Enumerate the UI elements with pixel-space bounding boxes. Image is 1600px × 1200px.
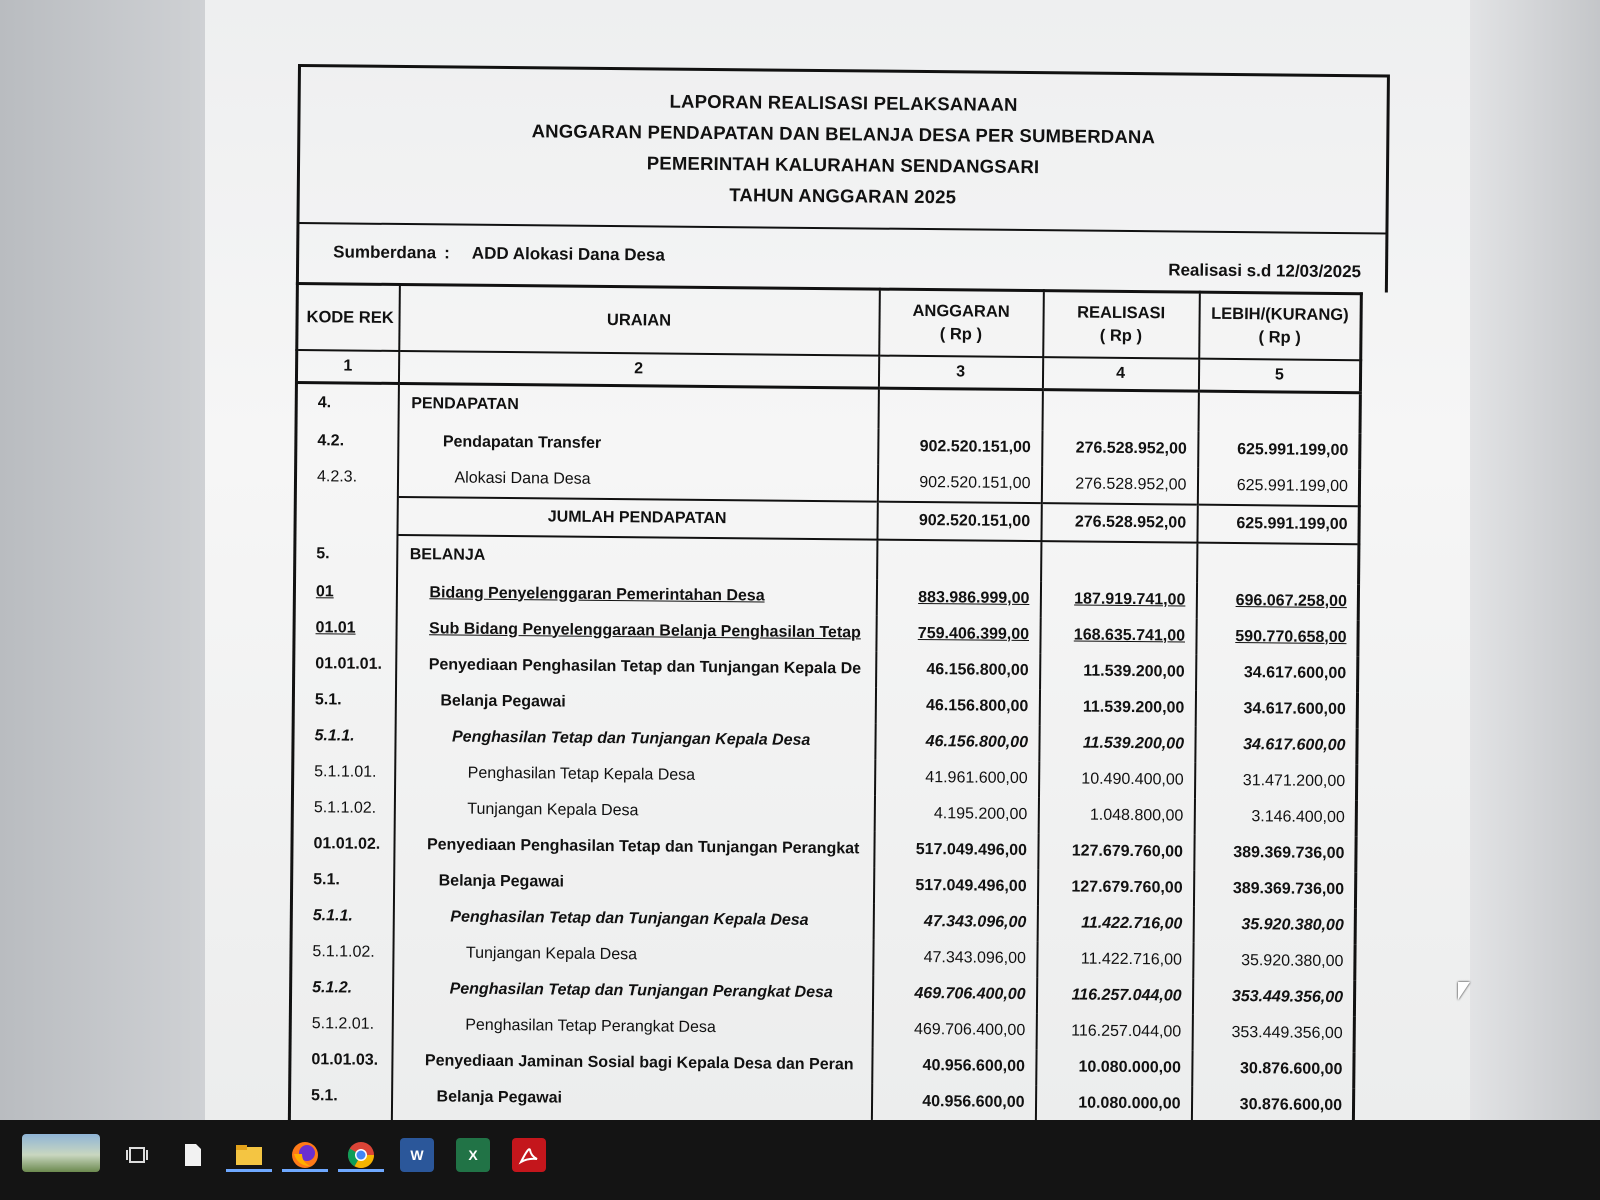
lebih-cell: 625.991.199,00: [1197, 504, 1359, 544]
anggaran-cell: 902.520.151,00: [877, 464, 1041, 503]
realisasi-cell: 10.490.400,00: [1039, 761, 1195, 798]
kode-cell: 01.01.02.: [292, 825, 394, 862]
anggaran-cell: 469.706.400,00: [872, 1011, 1036, 1049]
realisasi-date: Realisasi s.d 12/03/2025: [1168, 260, 1362, 282]
col-number: 2: [398, 351, 878, 388]
col-header-lebih: LEBIH/(KURANG) ( Rp ): [1199, 292, 1362, 360]
file-explorer-icon[interactable]: [232, 1138, 266, 1172]
lebih-cell: 590.770.658,00: [1196, 618, 1358, 656]
col-header-kode: KODE REK: [297, 284, 400, 351]
excel-icon[interactable]: X: [456, 1138, 490, 1172]
report-meta: [296, 224, 1389, 292]
report-title-line-2: ANGGARAN PENDAPATAN DAN BELANJA DESA PER SUMBERDANA: [531, 120, 1156, 148]
task-view-icon[interactable]: [120, 1138, 154, 1172]
uraian-cell: Tunjangan Kepala Desa: [394, 790, 874, 831]
firefox-icon[interactable]: [288, 1138, 322, 1172]
uraian-cell: Belanja Pegawai: [393, 862, 873, 903]
realisasi-cell: 11.422.716,00: [1037, 941, 1193, 978]
realisasi-cell: 11.539.200,00: [1040, 653, 1196, 690]
kode-cell: 01.01.01.: [294, 645, 396, 682]
kode-cell: 5.1.2.: [290, 969, 392, 1006]
kode-cell: 5.1.1.02.: [292, 789, 394, 826]
acrobat-icon[interactable]: [512, 1138, 546, 1172]
col-number: 5: [1198, 359, 1360, 393]
col-header-anggaran: ANGGARAN ( Rp ): [879, 289, 1044, 357]
sumberdana-colon: :: [444, 243, 450, 263]
realisasi-cell: 116.257.044,00: [1036, 977, 1192, 1014]
uraian-cell: Alokasi Dana Desa: [397, 459, 877, 501]
uraian-cell: Penghasilan Tetap dan Tunjangan Kepala Desa: [395, 718, 875, 759]
realisasi-cell: 11.422.716,00: [1037, 905, 1193, 942]
background-left: [0, 0, 205, 1120]
uraian-cell: Tunjangan Kepala Desa: [393, 934, 873, 975]
realisasi-cell: 276.528.952,00: [1041, 503, 1197, 542]
lebih-cell: 34.617.600,00: [1196, 654, 1358, 692]
realisasi-cell: 276.528.952,00: [1042, 430, 1198, 467]
realisasi-cell: 168.635.741,00: [1040, 617, 1196, 654]
unit-label: ( Rp ): [1099, 326, 1143, 346]
sumberdana-label: Sumberdana: [333, 242, 437, 263]
kode-cell: 4.2.: [296, 422, 398, 459]
uraian-cell: Sub Bidang Penyelenggaraan Belanja Penghasilan Tetap: [396, 610, 876, 651]
col-number: 3: [878, 356, 1042, 390]
uraian-cell: Pendapatan Transfer: [398, 423, 878, 464]
lebih-cell: 353.449.356,00: [1192, 978, 1354, 1016]
lebih-cell: 625.991.199,00: [1197, 467, 1359, 506]
anggaran-cell: 47.343.096,00: [873, 903, 1037, 941]
chrome-icon[interactable]: [344, 1138, 378, 1172]
kode-cell: 01.01.03.: [290, 1041, 392, 1078]
kode-cell: 5.1.: [289, 1077, 391, 1114]
lebih-cell: 31.471.200,00: [1194, 762, 1356, 800]
realisasi-cell: 276.528.952,00: [1041, 466, 1197, 504]
background-right: [1470, 0, 1600, 1120]
realisasi-cell: 116.257.044,00: [1036, 1013, 1192, 1050]
lebih-cell: 3.146.400,00: [1194, 798, 1356, 836]
lebih-cell: 34.617.600,00: [1195, 726, 1357, 764]
col-number: 1: [296, 350, 398, 383]
lebih-cell: 30.876.600,00: [1191, 1086, 1353, 1124]
realisasi-cell: 1.048.800,00: [1038, 797, 1194, 834]
anggaran-cell: 517.049.496,00: [874, 831, 1038, 869]
uraian-cell: Penghasilan Tetap Perangkat Desa: [392, 1006, 872, 1047]
anggaran-cell: 47.343.096,00: [873, 939, 1037, 977]
kode-cell: 5.1.1.: [291, 897, 393, 934]
realisasi-cell: 187.919.741,00: [1040, 581, 1196, 618]
kode-cell: [295, 495, 397, 534]
lebih-cell: 34.617.600,00: [1195, 690, 1357, 728]
realisasi-cell: 11.539.200,00: [1039, 725, 1195, 762]
kode-cell: 4.: [296, 382, 398, 423]
taskbar: [0, 1120, 1600, 1200]
lebih-cell: 35.920.380,00: [1193, 942, 1355, 980]
kode-cell: 5.1.: [291, 861, 393, 898]
report-title-line-3: PEMERINTAH KALURAHAN SENDANGSARI: [646, 152, 1040, 178]
uraian-cell: Penghasilan Tetap dan Tunjangan Kepala Desa: [393, 898, 873, 939]
active-indicator: [282, 1169, 328, 1172]
start-landscape-icon[interactable]: [22, 1134, 100, 1172]
active-indicator: [226, 1169, 272, 1172]
anggaran-cell: [877, 539, 1041, 581]
report-header: [296, 64, 1389, 234]
anggaran-cell: 902.520.151,00: [877, 501, 1041, 541]
realisasi-cell: 127.679.760,00: [1038, 833, 1194, 870]
uraian-cell: JUMLAH PENDAPATAN: [397, 496, 877, 539]
unit-label: ( Rp ): [1258, 328, 1301, 347]
kode-cell: 5.1.2.01.: [290, 1005, 392, 1042]
realisasi-cell: 127.679.760,00: [1037, 869, 1193, 906]
report-title-line-1: LAPORAN REALISASI PELAKSANAAN: [669, 90, 1018, 115]
uraian-cell: Belanja Pegawai: [391, 1078, 871, 1119]
uraian-cell: BELANJA: [397, 534, 877, 579]
lebih-cell: 30.876.600,00: [1192, 1050, 1354, 1088]
report-document: [287, 64, 1390, 1199]
kode-cell: 4.2.3.: [295, 458, 397, 496]
kode-cell: 5.1.1.02.: [291, 933, 393, 970]
active-indicator: [338, 1169, 384, 1172]
lebih-cell: 696.067.258,00: [1196, 582, 1358, 620]
mouse-cursor-icon: [1458, 982, 1470, 1000]
realisasi-cell: 10.080.000,00: [1036, 1049, 1192, 1086]
kode-cell: 01: [294, 573, 396, 610]
anggaran-cell: 46.156.800,00: [876, 651, 1040, 689]
kode-cell: 5.: [295, 533, 397, 574]
anggaran-cell: 902.520.151,00: [878, 428, 1042, 466]
uraian-cell: Penyediaan Jaminan Sosial bagi Kepala Desa dan Peran: [392, 1042, 872, 1083]
realisasi-cell: [1041, 541, 1197, 582]
realisasi-cell: [1042, 390, 1198, 431]
uraian-cell: Penghasilan Tetap dan Tunjangan Perangkat Desa: [392, 970, 872, 1011]
anggaran-cell: [878, 388, 1042, 430]
anggaran-cell: 469.706.400,00: [872, 975, 1036, 1013]
col-header-realisasi: REALISASI ( Rp ): [1043, 291, 1200, 359]
anggaran-cell: 46.156.800,00: [875, 687, 1039, 725]
uraian-cell: Belanja Pegawai: [395, 682, 875, 723]
col-number: 4: [1042, 357, 1198, 391]
anggaran-cell: 46.156.800,00: [875, 723, 1039, 761]
realisasi-cell: 11.539.200,00: [1039, 689, 1195, 726]
report-title-line-4: TAHUN ANGGARAN 2025: [729, 184, 957, 208]
anggaran-cell: 40.956.600,00: [871, 1083, 1035, 1121]
table-header-row: [297, 284, 1362, 361]
realisasi-cell: 10.080.000,00: [1035, 1085, 1191, 1122]
lebih-cell: 625.991.199,00: [1198, 431, 1360, 469]
uraian-cell: PENDAPATAN: [398, 383, 878, 428]
anggaran-cell: 40.956.600,00: [872, 1047, 1036, 1085]
lebih-cell: 35.920.380,00: [1193, 906, 1355, 944]
kode-cell: 5.1.1.01.: [293, 753, 395, 790]
uraian-cell: Penghasilan Tetap Kepala Desa: [395, 754, 875, 795]
uraian-cell: Penyediaan Penghasilan Tetap dan Tunjangan Perangkat: [394, 826, 874, 867]
file-icon[interactable]: [176, 1138, 210, 1172]
lebih-cell: [1197, 542, 1359, 584]
anggaran-cell: 759.406.399,00: [876, 615, 1040, 653]
unit-label: ( Rp ): [939, 325, 983, 344]
lebih-cell: 353.449.356,00: [1192, 1014, 1354, 1052]
sumberdana: [333, 242, 665, 265]
anggaran-cell: 4.195.200,00: [874, 795, 1038, 833]
uraian-cell: Penyediaan Penghasilan Tetap dan Tunjangan Kepala De: [396, 646, 876, 687]
anggaran-cell: 517.049.496,00: [873, 867, 1037, 905]
kode-cell: 01.01: [294, 609, 396, 646]
sumberdana-value: ADD Alokasi Dana Desa: [471, 243, 665, 265]
lebih-cell: 389.369.736,00: [1194, 834, 1356, 872]
kode-cell: 5.1.1.: [293, 717, 395, 754]
anggaran-cell: 41.961.600,00: [875, 759, 1039, 797]
lebih-cell: 389.369.736,00: [1193, 870, 1355, 908]
word-icon[interactable]: W: [400, 1138, 434, 1172]
anggaran-cell: 883.986.999,00: [876, 579, 1040, 617]
uraian-cell: Bidang Penyelenggaran Pemerintahan Desa: [396, 574, 876, 615]
kode-cell: 5.1.: [293, 681, 395, 718]
lebih-cell: [1198, 391, 1360, 433]
col-header-uraian: URAIAN: [399, 284, 880, 355]
report-table: [287, 282, 1363, 1199]
